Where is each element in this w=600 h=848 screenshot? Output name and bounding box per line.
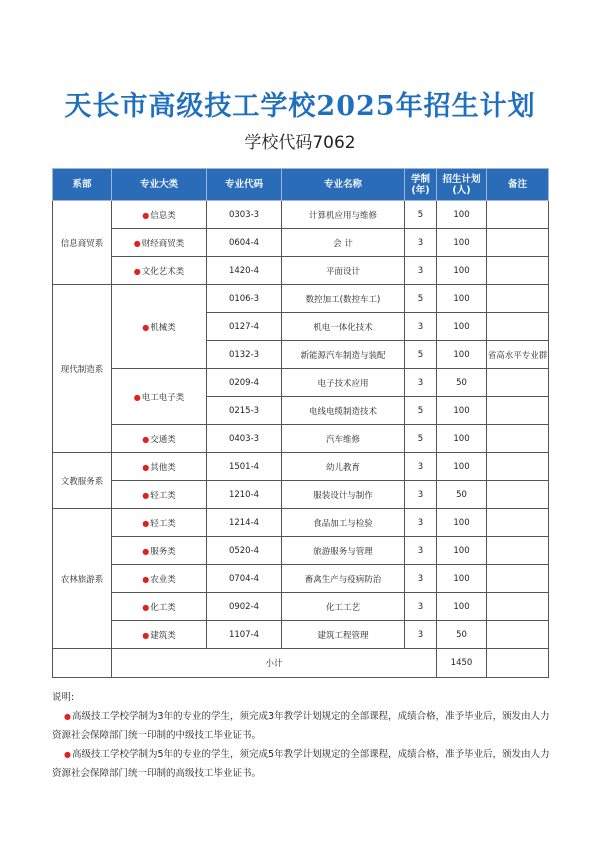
- table-row: [53, 509, 549, 537]
- bullet-icon: ●: [133, 392, 141, 402]
- quota-cell: 100: [437, 425, 487, 453]
- header-category: 专业大类: [112, 169, 207, 201]
- quota-cell: 100: [437, 453, 487, 481]
- table-row: [53, 537, 549, 565]
- bullet-icon: ●: [142, 574, 150, 584]
- header-department: 系部: [53, 169, 112, 201]
- code-cell: 0704-4: [207, 565, 282, 593]
- header-code: 专业代码: [207, 169, 282, 201]
- bullet-icon: ●: [133, 266, 141, 276]
- note-cell: [487, 369, 549, 397]
- name-cell: 服装设计与制作: [282, 481, 405, 509]
- notes-section: [52, 688, 552, 783]
- name-cell: 旅游服务与管理: [282, 537, 405, 565]
- name-cell: 会 计: [282, 229, 405, 257]
- name-cell: 电线电缆制造技术: [282, 397, 405, 425]
- school-code: 学校代码7062: [244, 133, 356, 153]
- note-paragraph: ●高级技工学校学制为3年的专业的学生，须完成3年教学计划规定的全部课程，成绩合格，准予毕业后，颁发由人力资源社会保障部门统一印制的中级技工毕业证书。: [52, 711, 550, 741]
- code-cell: 0215-3: [207, 397, 282, 425]
- note-cell: [487, 509, 549, 537]
- bullet-icon: ●: [142, 322, 150, 332]
- quota-cell: 100: [437, 313, 487, 341]
- bullet-icon: ●: [64, 750, 71, 759]
- quota-cell: 100: [437, 509, 487, 537]
- note-cell: [487, 425, 549, 453]
- quota-cell: 100: [437, 229, 487, 257]
- notes-heading: 说明:: [52, 692, 75, 703]
- table-row: [53, 257, 549, 285]
- note-cell: 省高水平专业群: [487, 341, 549, 369]
- quota-cell: 100: [437, 201, 487, 229]
- code-cell: 1501-4: [207, 453, 282, 481]
- header-note: 备注: [487, 169, 549, 201]
- name-cell: 化工工艺: [282, 593, 405, 621]
- subtotal-row: [53, 649, 549, 678]
- table-row: [53, 481, 549, 509]
- note-cell: [487, 229, 549, 257]
- header-name: 专业名称: [282, 169, 405, 201]
- quota-cell: 100: [437, 341, 487, 369]
- table-row: [53, 201, 549, 229]
- table-row: [53, 229, 549, 257]
- bullet-icon: ●: [142, 490, 150, 500]
- department-cell: 现代制造系: [53, 285, 112, 453]
- bullet-icon: ●: [142, 434, 150, 444]
- bullet-icon: ●: [142, 602, 150, 612]
- subtotal-value: 1450: [437, 649, 487, 678]
- name-cell: 计算机应用与维修: [282, 201, 405, 229]
- bullet-icon: ●: [142, 210, 150, 220]
- bullet-icon: ●: [142, 630, 150, 640]
- category-cell: ●交通类: [112, 425, 207, 453]
- header-quota: 招生计划(人): [437, 169, 487, 201]
- name-cell: 食品加工与检验: [282, 509, 405, 537]
- code-cell: 1210-4: [207, 481, 282, 509]
- name-cell: 平面设计: [282, 257, 405, 285]
- enrollment-plan-table: [52, 168, 549, 678]
- category-cell: ●轻工类: [112, 509, 207, 537]
- quota-cell: 50: [437, 481, 487, 509]
- note-cell: [487, 565, 549, 593]
- table-row: [53, 593, 549, 621]
- category-cell: ●建筑类: [112, 621, 207, 649]
- category-cell: ●电工电子类: [112, 369, 207, 425]
- code-cell: 0403-3: [207, 425, 282, 453]
- bullet-icon: ●: [142, 462, 150, 472]
- code-cell: 1214-4: [207, 509, 282, 537]
- name-cell: 汽车维修: [282, 425, 405, 453]
- category-cell: ●财经商贸类: [112, 229, 207, 257]
- quota-cell: 50: [437, 621, 487, 649]
- note-cell: [487, 313, 549, 341]
- name-cell: 建筑工程管理: [282, 621, 405, 649]
- years-cell: 3: [405, 621, 437, 649]
- category-cell: ●机械类: [112, 285, 207, 369]
- years-cell: 3: [405, 565, 437, 593]
- table-row: [53, 285, 549, 313]
- category-cell: ●轻工类: [112, 481, 207, 509]
- code-cell: 1420-4: [207, 257, 282, 285]
- years-cell: 3: [405, 229, 437, 257]
- note-cell: [487, 285, 549, 313]
- department-cell: 文教服务系: [53, 453, 112, 509]
- years-cell: 3: [405, 257, 437, 285]
- table-row: [53, 369, 549, 397]
- years-cell: 3: [405, 481, 437, 509]
- code-cell: 0106-3: [207, 285, 282, 313]
- years-cell: 3: [405, 313, 437, 341]
- years-cell: 3: [405, 593, 437, 621]
- category-cell: ●化工类: [112, 593, 207, 621]
- department-cell: 信息商贸系: [53, 201, 112, 285]
- years-cell: 5: [405, 425, 437, 453]
- note-cell: [487, 481, 549, 509]
- subtotal-blank-cell: [53, 649, 112, 678]
- years-cell: 3: [405, 369, 437, 397]
- name-cell: 机电一体化技术: [282, 313, 405, 341]
- category-cell: ●信息类: [112, 201, 207, 229]
- note-cell: [487, 397, 549, 425]
- name-cell: 新能源汽车制造与装配: [282, 341, 405, 369]
- category-cell: ●文化艺术类: [112, 257, 207, 285]
- years-cell: 5: [405, 397, 437, 425]
- bullet-icon: ●: [64, 712, 71, 721]
- note-cell: [487, 453, 549, 481]
- years-cell: 3: [405, 509, 437, 537]
- code-cell: 0303-3: [207, 201, 282, 229]
- name-cell: 幼儿教育: [282, 453, 405, 481]
- table-row: [53, 425, 549, 453]
- quota-cell: 100: [437, 537, 487, 565]
- category-cell: ●农业类: [112, 565, 207, 593]
- note-cell: [487, 593, 549, 621]
- page-title: 天长市高级技工学校2025年招生计划: [64, 91, 536, 122]
- note-cell: [487, 257, 549, 285]
- code-cell: 0132-3: [207, 341, 282, 369]
- years-cell: 5: [405, 285, 437, 313]
- table-row: [53, 621, 549, 649]
- note-cell: [487, 201, 549, 229]
- subtotal-note-cell: [487, 649, 549, 678]
- quota-cell: 50: [437, 369, 487, 397]
- bullet-icon: ●: [133, 238, 141, 248]
- note-paragraph: ●高级技工学校学制为5年的专业的学生，须完成5年教学计划规定的全部课程，成绩合格，准予毕业后，颁发由人力资源社会保障部门统一印制的高级技工毕业证书。: [52, 749, 550, 779]
- bullet-icon: ●: [142, 518, 150, 528]
- table-header-row: [53, 169, 549, 201]
- code-cell: 0127-4: [207, 313, 282, 341]
- code-cell: 0604-4: [207, 229, 282, 257]
- table-row: [53, 453, 549, 481]
- quota-cell: 100: [437, 565, 487, 593]
- years-cell: 5: [405, 341, 437, 369]
- header-years: 学制(年): [405, 169, 437, 201]
- quota-cell: 100: [437, 257, 487, 285]
- note-cell: [487, 537, 549, 565]
- name-cell: 电子技术应用: [282, 369, 405, 397]
- quota-cell: 100: [437, 397, 487, 425]
- name-cell: 数控加工(数控车工): [282, 285, 405, 313]
- code-cell: 0902-4: [207, 593, 282, 621]
- category-cell: ●其他类: [112, 453, 207, 481]
- table-row: [53, 565, 549, 593]
- code-cell: 0209-4: [207, 369, 282, 397]
- code-cell: 1107-4: [207, 621, 282, 649]
- category-cell: ●服务类: [112, 537, 207, 565]
- code-cell: 0520-4: [207, 537, 282, 565]
- years-cell: 3: [405, 537, 437, 565]
- quota-cell: 100: [437, 285, 487, 313]
- subtotal-label: 小计: [112, 649, 437, 678]
- department-cell: 农林旅游系: [53, 509, 112, 649]
- years-cell: 5: [405, 201, 437, 229]
- name-cell: 畜禽生产与疫病防治: [282, 565, 405, 593]
- quota-cell: 100: [437, 593, 487, 621]
- years-cell: 3: [405, 453, 437, 481]
- note-cell: [487, 621, 549, 649]
- bullet-icon: ●: [142, 546, 150, 556]
